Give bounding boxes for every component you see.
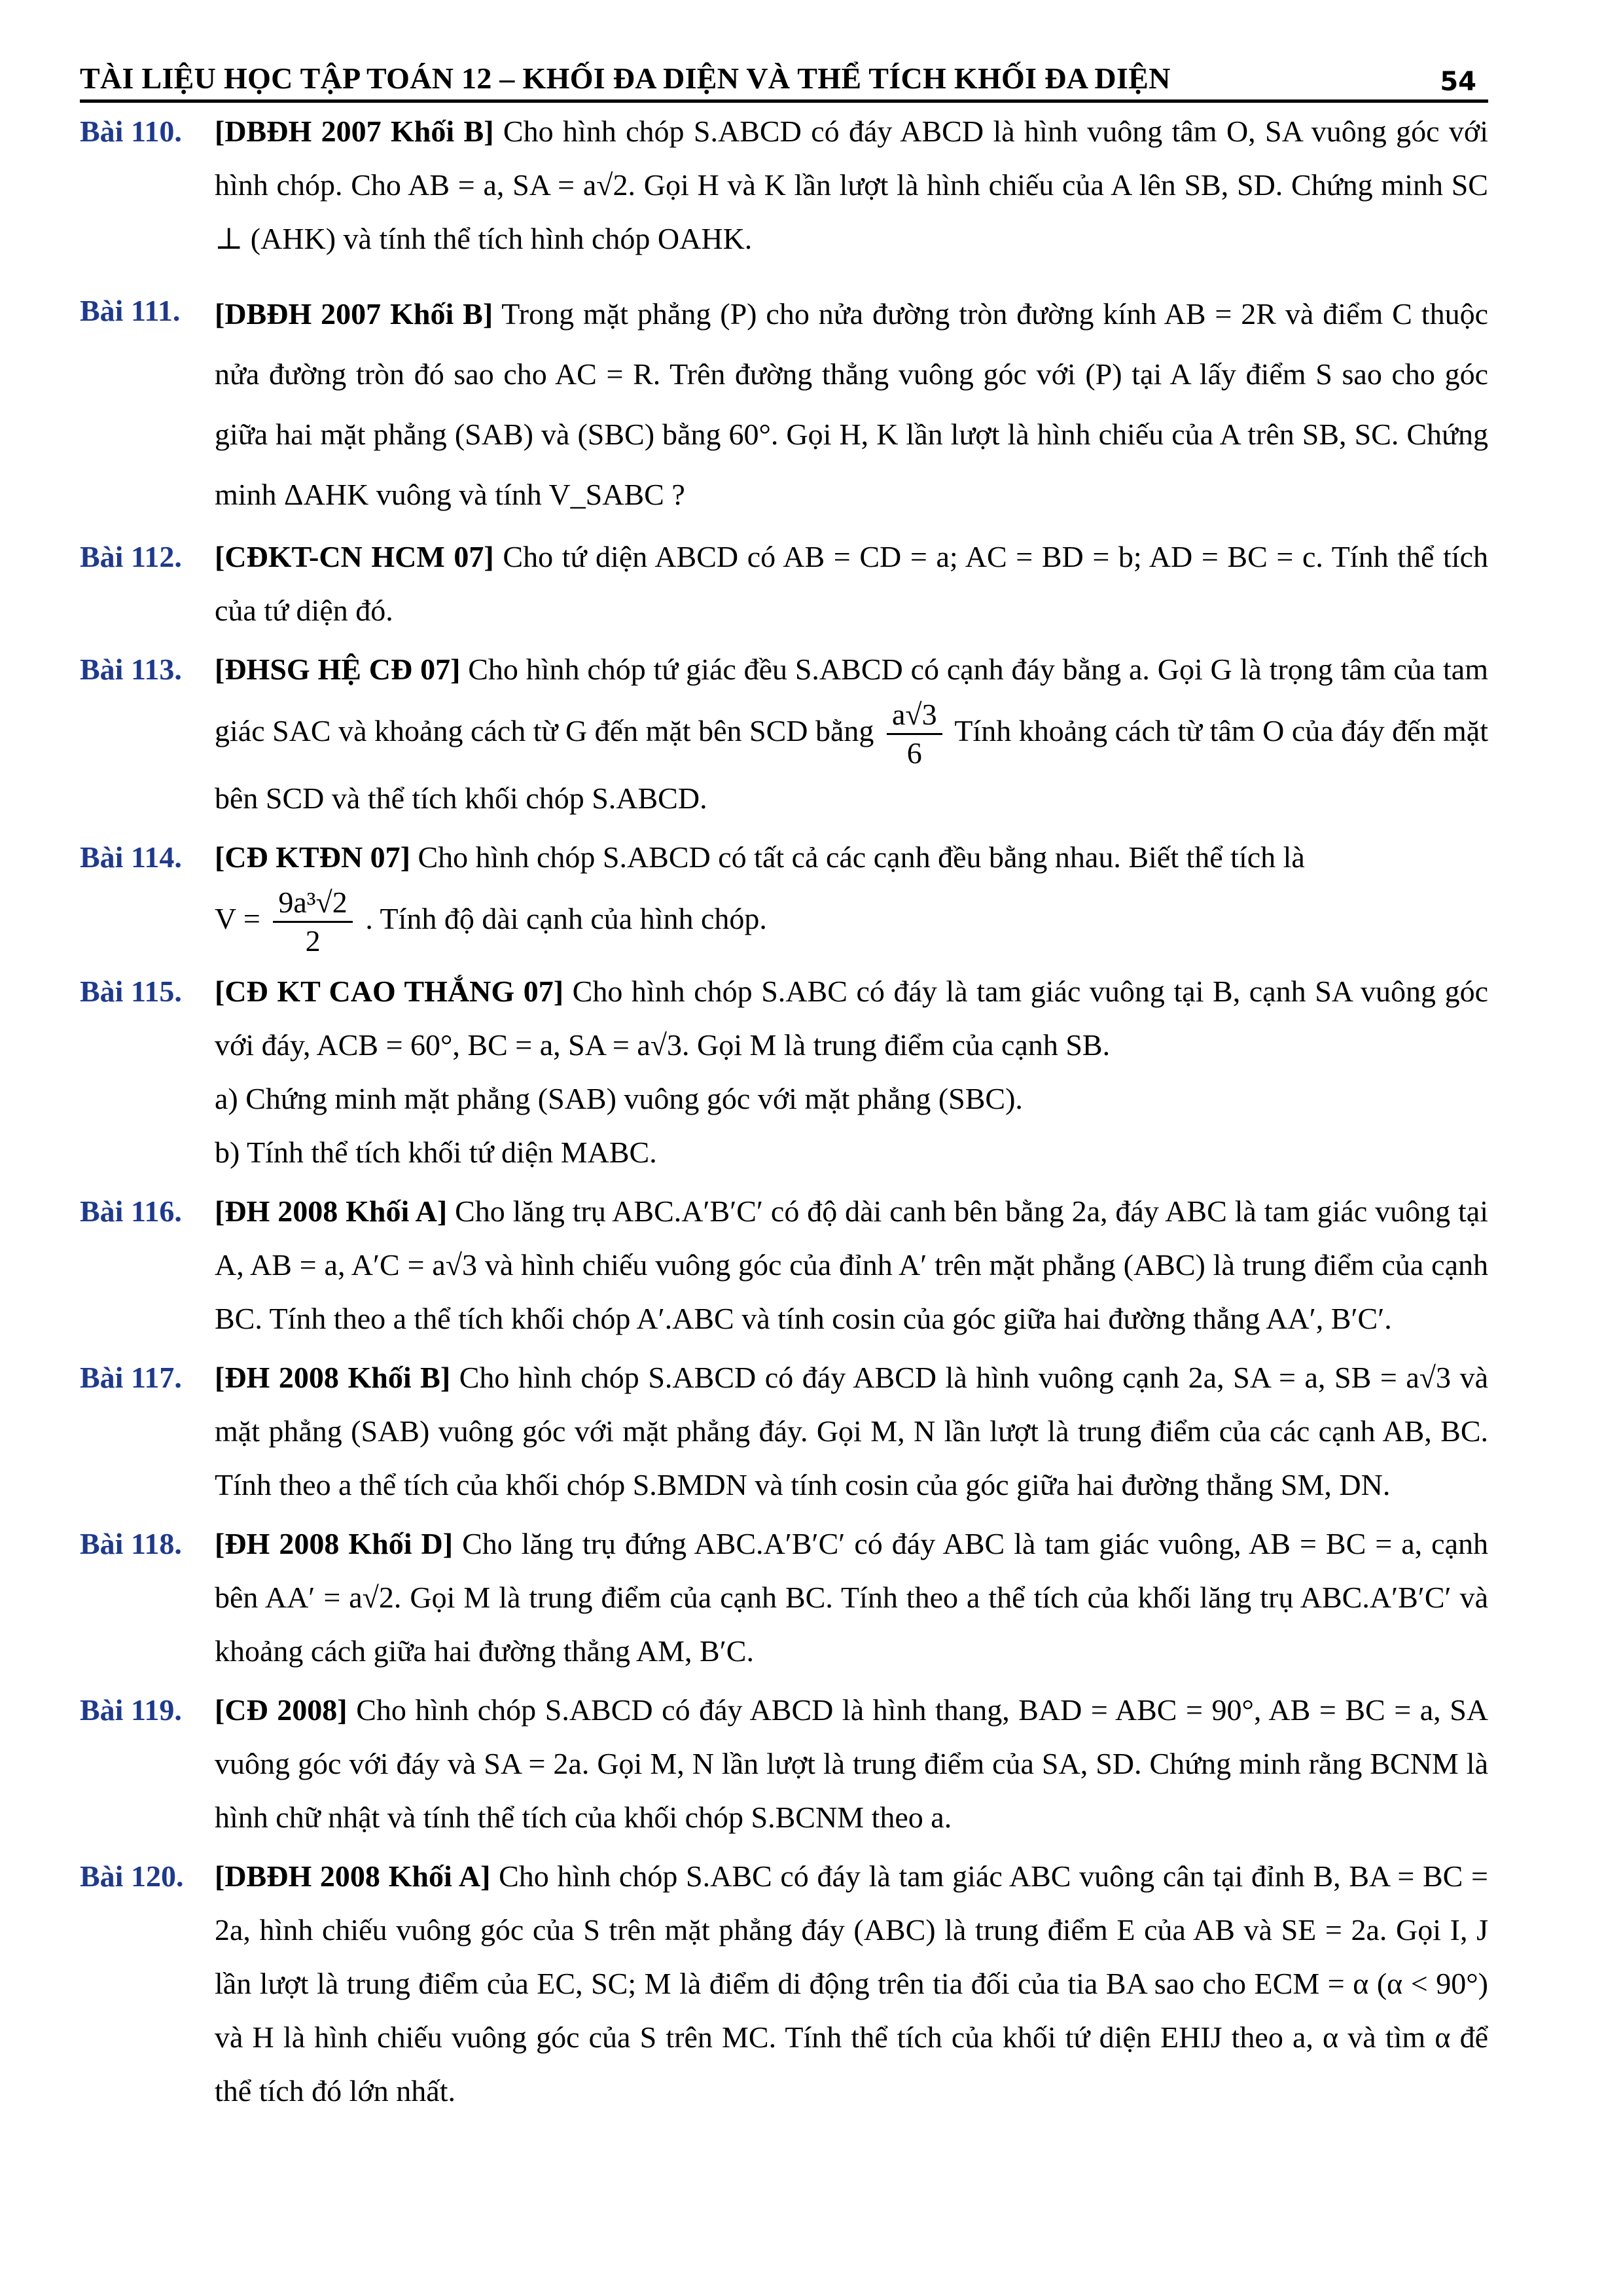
problem-115 [80, 965, 1488, 1179]
fraction-numerator: 9a³√2 [273, 884, 352, 923]
problem-source: [DBĐH 2008 Khối A] [215, 1859, 491, 1893]
fraction [273, 884, 352, 960]
problem-text-continued: Tính khoảng cách từ tâm O của đáy đến mặt bên SCD và thể tích khối chóp S.ABCD. [215, 714, 1489, 815]
problem-112 [80, 530, 1488, 637]
problem-source: [CĐ 2008] [215, 1693, 348, 1727]
problem-label: Bài 120. [80, 1859, 184, 1893]
problem-text: Cho hình chóp S.ABCD có tất cả các cạnh đều bằng nhau. Biết thể tích là [418, 840, 1305, 874]
fraction-denominator: 2 [305, 924, 321, 958]
problem-label: Bài 119. [80, 1693, 182, 1727]
problem-118 [80, 1517, 1488, 1678]
problem-source: [CĐ KTĐN 07] [215, 840, 410, 874]
fraction-denominator: 6 [906, 736, 922, 770]
problem-text: Cho hình chóp S.ABCD có đáy ABCD là hình vuông cạnh 2a, SA = a, SB = a√3 và mặt phẳng (SAB) vuông góc với mặt phẳng đáy. Gọi M, N lần lượt là trung điểm của các cạnh AB, BC. Tính theo a thể tích của khối chóp S.BMDN và tính cosin của góc giữa hai đường thẳng SM, DN. [215, 1361, 1488, 1501]
problem-120 [80, 1850, 1488, 2118]
problem-text: Cho hình chóp S.ABC có đáy là tam giác vuông tại B, cạnh SA vuông góc với đáy, ACB = 60°, BC = a, SA = a√3. Gọi M là trung điểm của cạnh SB. [215, 975, 1489, 1062]
problem-111 [80, 284, 1488, 525]
problem-text: Cho lăng trụ đứng ABC.A′B′C′ có đáy ABC là tam giác vuông, AB = BC = a, cạnh bên AA′ = a√2. Gọi M là trung điểm của cạnh BC. Tính theo a thể tích của khối lăng trụ ABC.A′B′C′ và khoảng cách giữa hai đường thẳng AM, B′C. [215, 1527, 1489, 1668]
problem-text: Cho tứ diện ABCD có AB = CD = a; AC = BD = b; AD = BC = c. Tính thể tích của tứ diện đó. [215, 540, 1489, 627]
part-b: b) Tính thể tích khối tứ diện MABC. [215, 1136, 657, 1169]
problem-text: Cho hình chóp S.ABCD có đáy ABCD là hình vuông tâm O, SA vuông góc với hình chóp. Cho AB = a, SA = a√2. Gọi H và K lần lượt là hình chiếu của A lên SB, SD. Chứng minh SC ⊥ (AHK) và tính thể tích hình chóp OAHK. [215, 115, 1488, 255]
problem-text: Cho hình chóp tứ giác đều S.ABCD có cạnh đáy bằng a. Gọi G là trọng tâm của tam giác SAC và khoảng cách từ G đến mặt bên SCD bằng [215, 653, 1489, 748]
fraction-numerator: a√3 [887, 696, 942, 735]
problem-110 [80, 105, 1488, 266]
problem-117 [80, 1351, 1488, 1512]
problem-text: Cho hình chóp S.ABCD có đáy ABCD là hình thang, BAD = ABC = 90°, AB = BC = a, SA vuông góc với đáy và SA = 2a. Gọi M, N lần lượt là trung điểm của SA, SD. Chứng minh rằng BCNM là hình chữ nhật và tính thể tích của khối chóp S.BCNM theo a. [215, 1693, 1489, 1834]
problem-label: Bài 116. [80, 1194, 182, 1228]
problem-text: Trong mặt phẳng (P) cho nửa đường tròn đường kính AB = 2R và điểm C thuộc nửa đường tròn đó sao cho AC = R. Trên đường thẳng vuông góc với (P) tại A lấy điểm S sao cho góc giữa hai mặt phẳng (SAB) và (SBC) bằng 60°. Gọi H, K lần lượt là hình chiếu của A trên SB, SC. Chứng minh ΔAHK vuông và tính V_SABC ? [215, 297, 1488, 511]
problem-116 [80, 1185, 1488, 1346]
problem-source: [ĐH 2008 Khối D] [215, 1527, 454, 1560]
formula-lhs: V = [215, 902, 260, 936]
problem-source: [DBĐH 2007 Khối B] [215, 115, 494, 148]
problem-119 [80, 1683, 1488, 1844]
problem-label: Bài 111. [80, 294, 181, 327]
problem-text-continued: . Tính độ dài cạnh của hình chóp. [365, 902, 767, 936]
problem-label: Bài 118. [80, 1527, 182, 1560]
problem-label: Bài 113. [80, 653, 182, 686]
problem-source: [DBĐH 2007 Khối B] [215, 297, 493, 331]
fraction [887, 696, 942, 772]
problem-113 [80, 643, 1488, 825]
part-a: a) Chứng minh mặt phẳng (SAB) vuông góc với mặt phẳng (SBC). [215, 1082, 1023, 1115]
problem-text: Cho hình chóp S.ABC có đáy là tam giác ABC vuông cân tại đỉnh B, BA = BC = 2a, hình chiếu vuông góc của S trên mặt phẳng đáy (ABC) là trung điểm E của AB và SE = 2a. Gọi I, J lần lượt là trung điểm của EC, SC; M là điểm di động trên tia đối của tia BA sao cho ECM = α (α < 90°) và H là hình chiếu vuông góc của S trên MC. Tính thể tích của khối tứ diện EHIJ theo a, α và tìm α để thể tích đó lớn nhất. [215, 1859, 1488, 2108]
problem-source: [ĐHSG HỆ CĐ 07] [215, 653, 461, 686]
page-number: 54 [1440, 67, 1476, 97]
problem-source: [ĐH 2008 Khối A] [215, 1194, 448, 1228]
header-title: TÀI LIỆU HỌC TẬP TOÁN 12 – KHỐI ĐA DIỆN VÀ THỂ TÍCH KHỐI ĐA DIỆN [80, 62, 1171, 95]
problem-source: [CĐ KT CAO THẮNG 07] [215, 975, 564, 1008]
problem-list [80, 105, 1488, 2118]
problem-text: Cho lăng trụ ABC.A′B′C′ có độ dài canh bên bằng 2a, đáy ABC là tam giác vuông tại A, AB = a, A′C = a√3 và hình chiếu vuông góc của đỉnh A′ trên mặt phẳng (ABC) là trung điểm của cạnh BC. Tính theo a thể tích khối chóp A′.ABC và tính cosin của góc giữa hai đường thẳng AA′, B′C′. [215, 1194, 1488, 1335]
problem-label: Bài 117. [80, 1361, 182, 1394]
problem-114 [80, 831, 1488, 960]
problem-label: Bài 114. [80, 840, 182, 874]
problem-source: [ĐH 2008 Khối B] [215, 1361, 451, 1394]
problem-label: Bài 115. [80, 975, 182, 1008]
problem-label: Bài 112. [80, 540, 182, 573]
page-header [80, 54, 1488, 103]
problem-source: [CĐKT-CN HCM 07] [215, 540, 494, 573]
problem-label: Bài 110. [80, 115, 182, 148]
